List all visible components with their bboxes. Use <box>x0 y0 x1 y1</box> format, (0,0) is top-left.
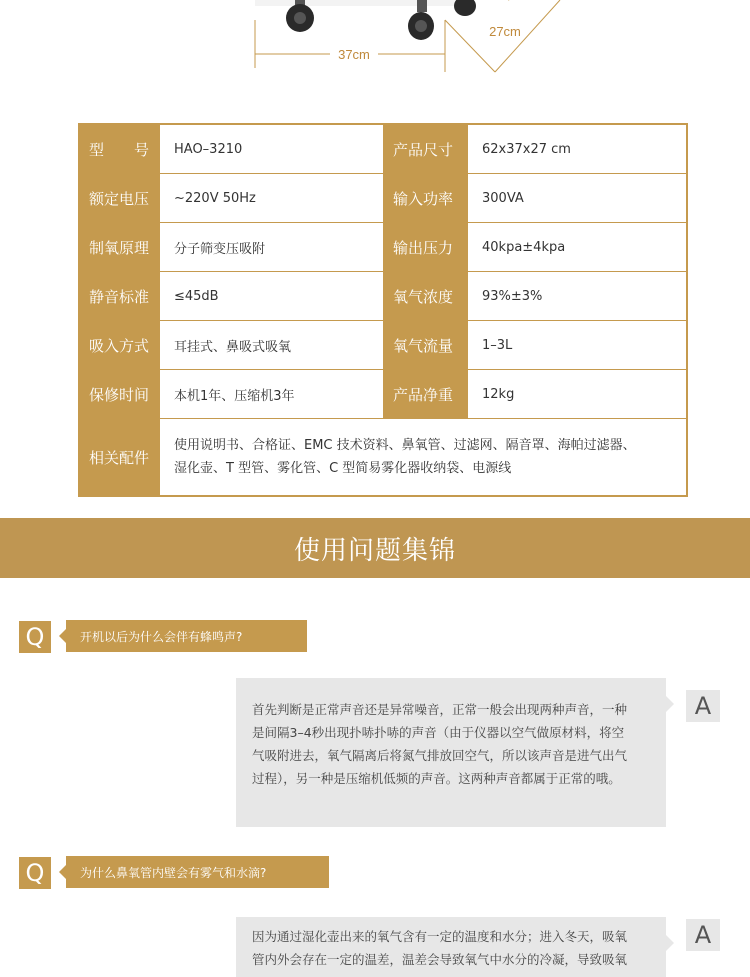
depth-dimension-label: 27cm <box>489 24 521 39</box>
spec-value: 分子筛变压吸附 <box>160 223 384 271</box>
spec-label: 额定电压 <box>80 174 160 222</box>
spec-value: 1–3L <box>468 321 686 369</box>
spec-row-inhalation <box>80 321 686 370</box>
accessories-text <box>160 419 686 495</box>
spec-value: 耳挂式、鼻吸式吸氧 <box>160 321 384 369</box>
spec-value: HAO–3210 <box>160 125 384 173</box>
caster-wheel-right <box>454 0 476 16</box>
accessories-line: 湿化壶、T 型管、雾化管、C 型简易雾化器收纳袋、电源线 <box>174 461 512 476</box>
faq-question: 为什么鼻氧管内壁会有雾气和水滴? <box>66 856 329 888</box>
product-base <box>255 0 465 6</box>
spec-value: 12kg <box>468 370 686 418</box>
spec-value: 本机1年、压缩机3年 <box>160 370 384 418</box>
answer-line: 因为通过湿化壶出来的氧气含有一定的温度和水分；进入冬天，吸氧 <box>252 929 628 944</box>
faq-section-title: 使用问题集锦 <box>0 518 750 578</box>
spec-row-warranty <box>80 370 686 419</box>
spec-label: 吸入方式 <box>80 321 160 369</box>
spec-label: 输入功率 <box>384 174 468 222</box>
question-icon: Q <box>19 857 51 889</box>
question-icon: Q <box>19 621 51 653</box>
spec-label: 保修时间 <box>80 370 160 418</box>
spec-row-voltage <box>80 174 686 223</box>
spec-row-principle <box>80 223 686 272</box>
spec-label: 相关配件 <box>80 419 160 495</box>
spec-label: 氧气流量 <box>384 321 468 369</box>
spec-row-noise <box>80 272 686 321</box>
spec-row-accessories <box>80 419 686 495</box>
spec-row-model <box>80 125 686 174</box>
depth-dimension-line <box>445 20 495 72</box>
answer-icon: A <box>686 690 720 722</box>
answer-line: 首先判断是正常声音还是异常噪音，正常一般会出现两种声音，一种 <box>252 702 628 717</box>
spec-value: 93%±3% <box>468 272 686 320</box>
answer-icon: A <box>686 919 720 951</box>
product-image-fragment <box>0 0 750 110</box>
spec-table <box>78 123 688 497</box>
faq-question: 开机以后为什么会伴有蜂鸣声? <box>66 620 307 652</box>
spec-label: 产品尺寸 <box>384 125 468 173</box>
spec-label: 产品净重 <box>384 370 468 418</box>
answer-line: 管内外会存在一定的温差，温差会导致氧气中水分的冷凝，导致吸氧 <box>252 952 628 967</box>
spec-label: 氧气浓度 <box>384 272 468 320</box>
spec-value: 40kpa±4kpa <box>468 223 686 271</box>
width-dimension-label: 37cm <box>338 47 370 62</box>
spec-label: 制氧原理 <box>80 223 160 271</box>
answer-line: 是间隔3–4秒出现扑哧扑哧的声音（由于仪器以空气做原材料，将空 <box>252 725 625 740</box>
answer-line: 过程），另一种是压缩机低频的声音。这两种声音都属于正常的哦。 <box>252 771 621 786</box>
accessories-line: 使用说明书、合格证、EMC 技术资料、鼻氧管、过滤网、隔音罩、海帕过滤器、 <box>174 438 636 453</box>
spec-value: ~220V 50Hz <box>160 174 384 222</box>
spec-label: 型 号 <box>80 125 160 173</box>
spec-value: 62x37x27 cm <box>468 125 686 173</box>
answer-line: 气吸附进去，氧气隔离后将氮气排放回空气，所以该声音是进气出气 <box>252 748 628 763</box>
faq-answer <box>236 917 666 977</box>
product-dimension-illustration <box>0 0 750 110</box>
spec-value: ≤45dB <box>160 272 384 320</box>
faq-answer <box>236 678 666 827</box>
spec-label: 静音标准 <box>80 272 160 320</box>
spec-value: 300VA <box>468 174 686 222</box>
spec-label: 输出压力 <box>384 223 468 271</box>
